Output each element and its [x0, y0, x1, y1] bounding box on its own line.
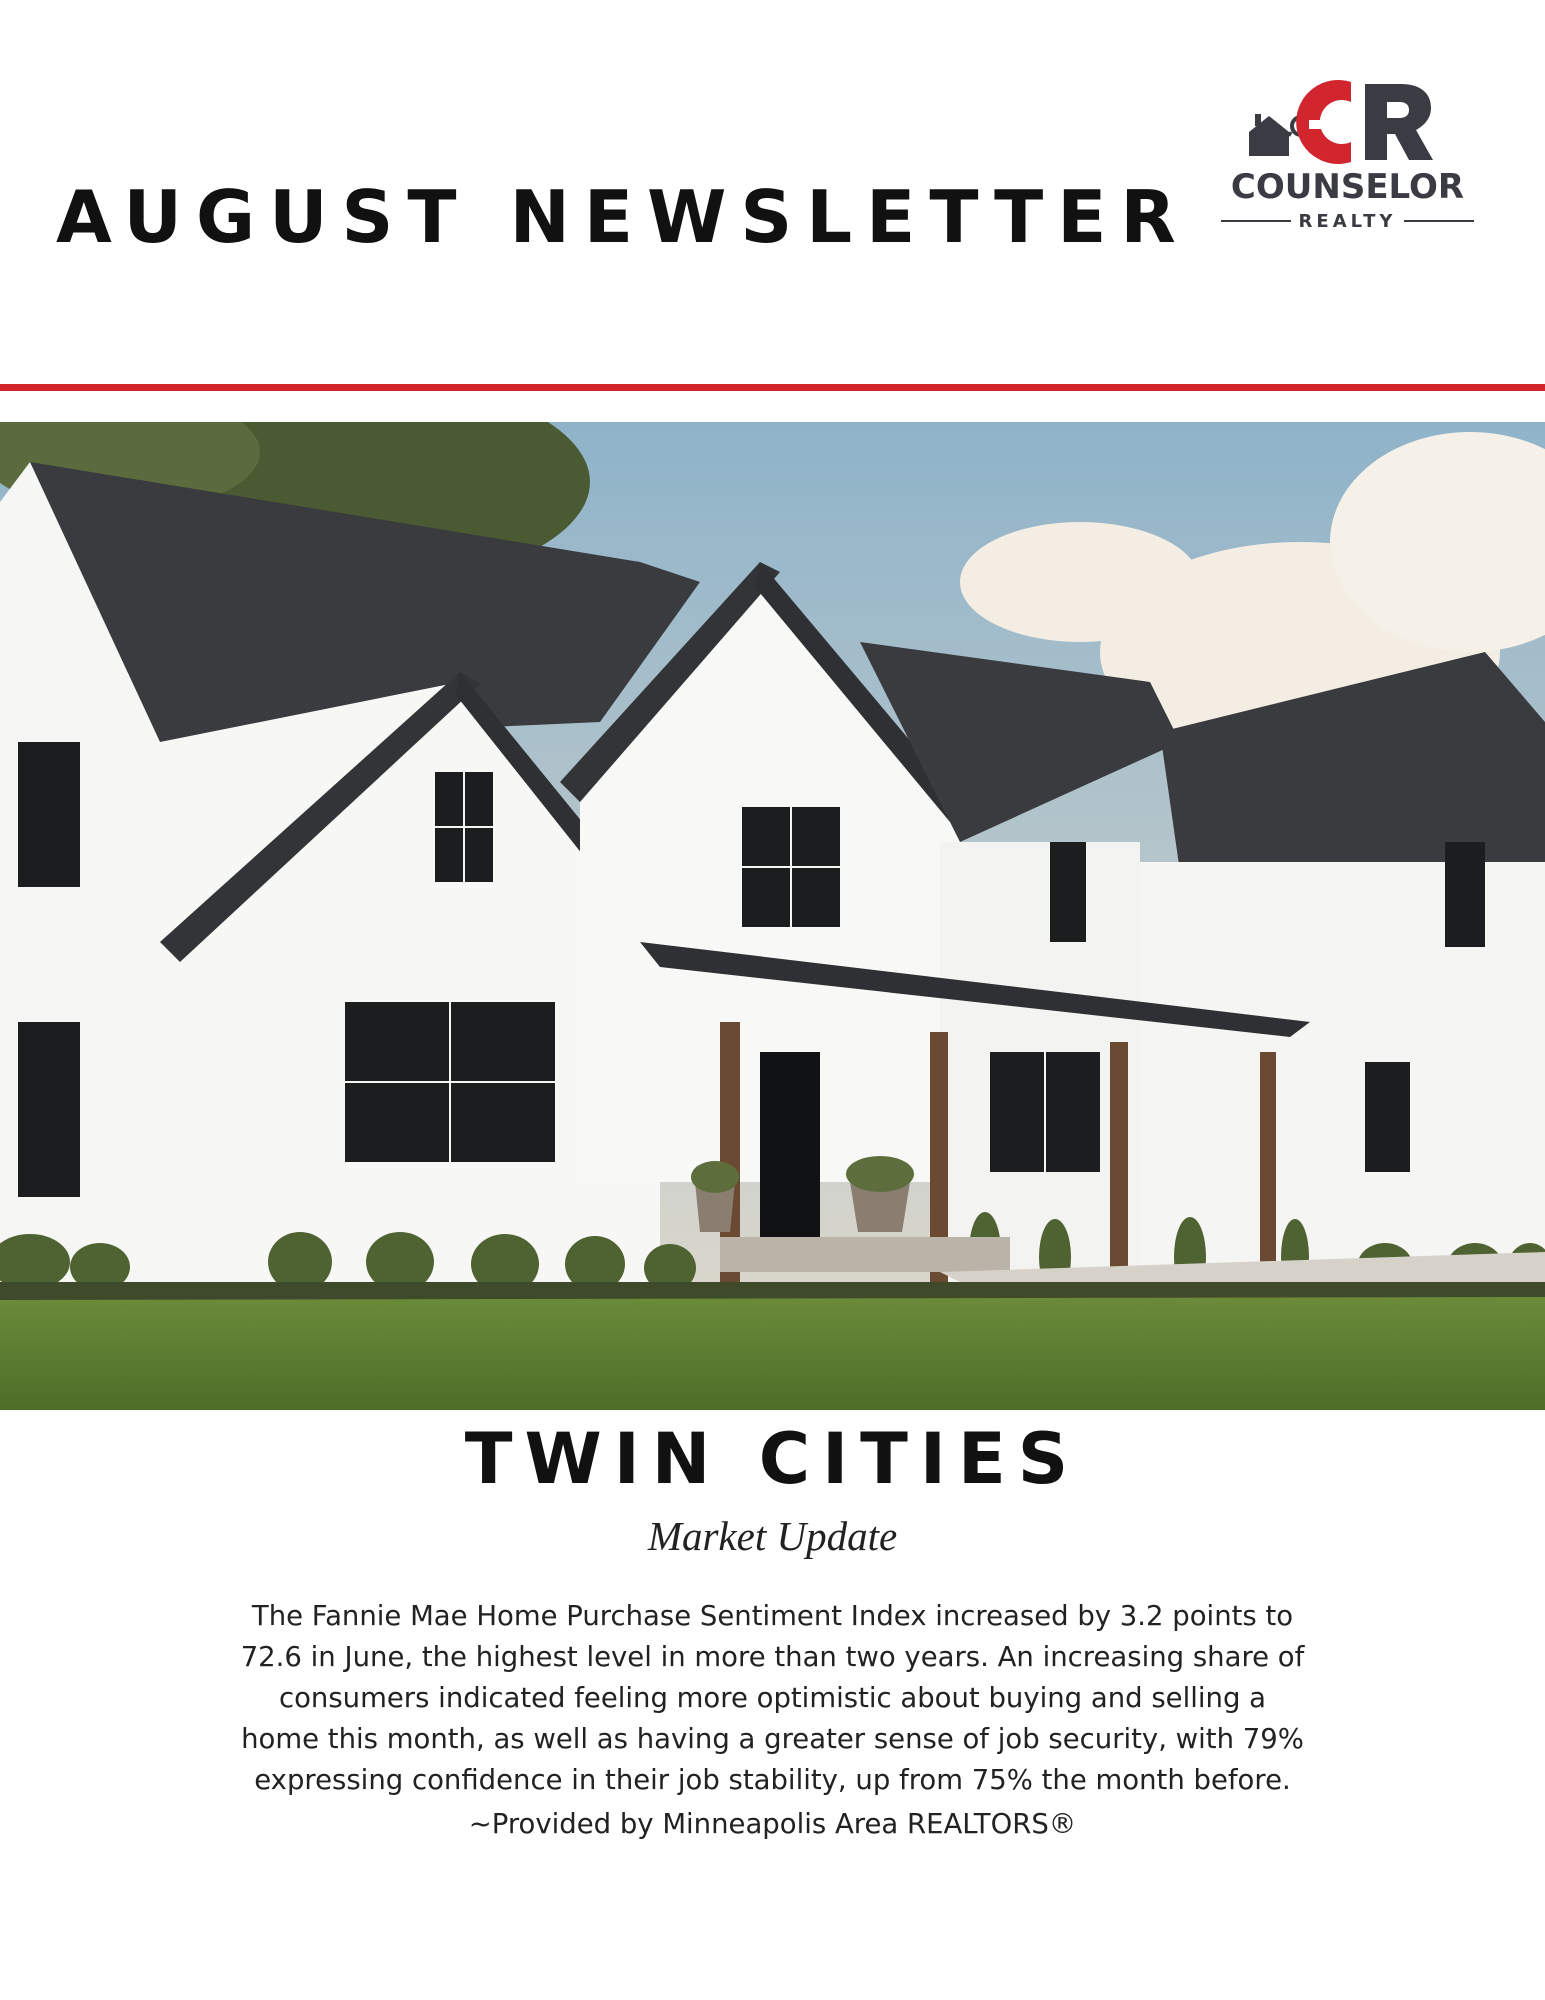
section-title: TWIN CITIES — [464, 1418, 1081, 1500]
logo-rule-right — [1404, 220, 1474, 222]
market-update-paragraph: The Fannie Mae Home Purchase Sentiment Index increased by 3.2 points to 72.6 in June, the highest level in more than two years. An increasing share of consumers indicated feeling more optimistic about buying and selling a home this month, as well as having a greater sense of job security, with 79% expressing confidence in their job stability, up from 75% the month before. — [240, 1600, 1305, 1796]
logo-name: COUNSELOR — [1230, 167, 1465, 207]
logo-tagline-row — [1205, 208, 1490, 234]
counselor-realty-logo — [1205, 70, 1490, 240]
hero-house-photo — [0, 422, 1545, 1410]
source-credit: ~Provided by Minneapolis Area REALTORS® — [468, 1808, 1077, 1840]
red-divider — [0, 384, 1545, 391]
newsletter-title: AUGUST NEWSLETTER — [56, 175, 1190, 259]
logo-rule-left — [1221, 220, 1291, 222]
cr-monogram-icon — [1205, 70, 1490, 170]
logo-tagline: REALTY — [1298, 210, 1397, 232]
section-subtitle: Market Update — [647, 1513, 898, 1559]
